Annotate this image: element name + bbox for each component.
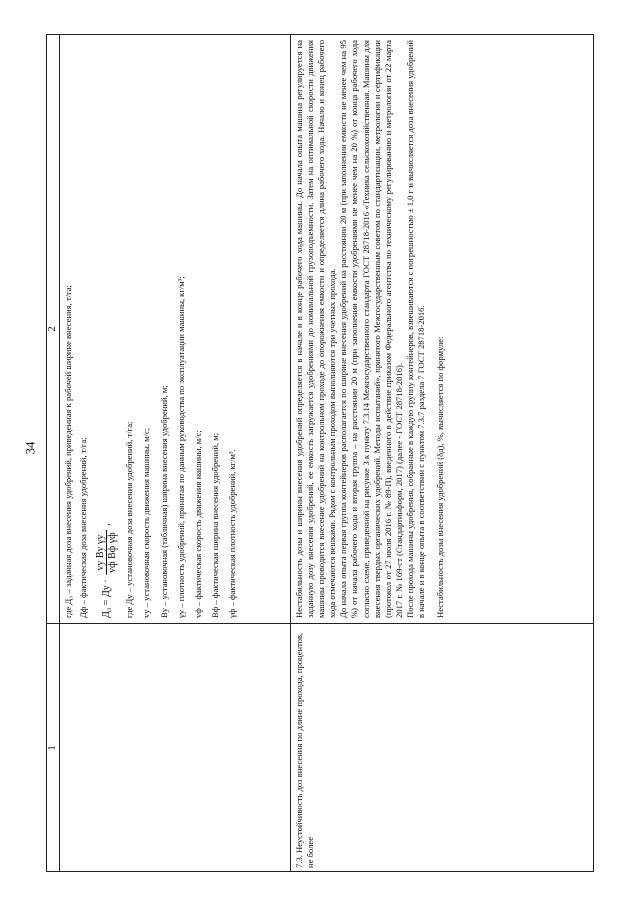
formula-denominator: vф Bф γф: [107, 532, 119, 573]
formula-lhs: Д₃ = Ду ·: [101, 579, 113, 618]
def-line-5: Bу – установочная (табличная) ширина внесения удобрений, м;: [158, 385, 169, 618]
formula-numerator: vу Bу γу: [95, 530, 107, 575]
def-line-3: где Ду – установочная доза внесения удобрений, т/га;: [124, 421, 135, 618]
page-number: 34: [22, 441, 38, 455]
row-73-para-3: После прохода машины удобрения, собранные в каждую группу контейнеров, взвешиваются с погрешностью ± 1,0 г и вычисляется доза внесения удобрений в начале и в конце опыта в соответствии с пунктом 7.3.7 раздела 7 ГОСТ 28718-2016.: [404, 40, 427, 618]
def-line-1: где Д₃ – заданная доза внесения удобрений, приведенная к рабочей ширине внесения, т/га;: [63, 285, 73, 618]
row-divider: [290, 34, 291, 872]
def-line-6: γу – плотность удобрений, принятая по данным руководства по эксплуатации машины, кг/м³;: [175, 276, 186, 618]
header-divider: [59, 34, 60, 872]
row-73-content: [294, 40, 446, 618]
row-73-para-2: До начала опыта первая группа контейнеров располагается по ширине внесения удобрений на расстоянии 20 м (при заполнении емкости не менее чем на 95 %) от начала рабочего хода и вторая группа – на расстоянии 20 м (при заполнении емкости удобрениями не менее чем на 20 %) от конца рабочего хода согласно схеме, приведенной на рисунке 3 к пункту 7.3.14 Межгосударственного стандарта ГОСТ 28718-2016 «Техника сельскохозяйственная. Машины для внесения твердых органических удобрений. Методы испытаний», принятого Межгосударственным советом по стандартизации, метрологии и сертификации (протокол от 27 июля 2016 г. № 89-П), введенного в действие приказом Федерального агентства по техническому регулированию и метрологии от 22 марта 2017 г. № 169-ст (Стандартинформ, 2017) (далее - ГОСТ 28718-2016).: [338, 40, 404, 618]
header-col-2: 2: [46, 326, 58, 332]
formula-fraction: [95, 530, 118, 575]
row-73-para-4: Нестабильность дозы внесения удобрений (δд), %, вычисляется по формуле:: [435, 336, 446, 618]
definitions-block: [63, 40, 238, 618]
column-divider: [46, 623, 594, 624]
def-line-9: γф – фактическая плотность удобрений, кг/м³.: [226, 449, 237, 618]
formula: [95, 40, 118, 618]
row-73-label: 7.3. Неустойчивость доз внесения по длине прохода, процентов, не более: [294, 632, 316, 868]
row-73-para-1: Нестабильность дозы и ширины внесения удобрений определяется в начале и в конце рабочего хода машины. До начала опыта машина регулируется на заданную дозу внесения удобрений, ее емкость загружается удобрениями до номинальной грузоподъемности. Затем на оптимальной скорости движения машины проводится внесение удобрений на контрольном проходе до опорожнения емкости и определяется длина рабочего хода. Начало и конец рабочего хода отмечаются вешками. Рядом с контрольным проходом выполняются три учетных прохода.: [294, 40, 338, 618]
rotated-table: [46, 34, 594, 872]
formula-tail: ,: [101, 523, 113, 526]
def-line-4: vу – установочная скорость движения машины, м/с;: [141, 427, 152, 618]
def-line-7: vф – фактическая скорость движения машины, м/с;: [192, 430, 203, 618]
header-col-1: 1: [46, 745, 58, 751]
def-line-2: Дф – фактическая доза внесения удобрений, т/га;: [78, 437, 89, 618]
def-line-8: Bф – фактическая ширина внесения удобрений, м;: [209, 432, 220, 618]
